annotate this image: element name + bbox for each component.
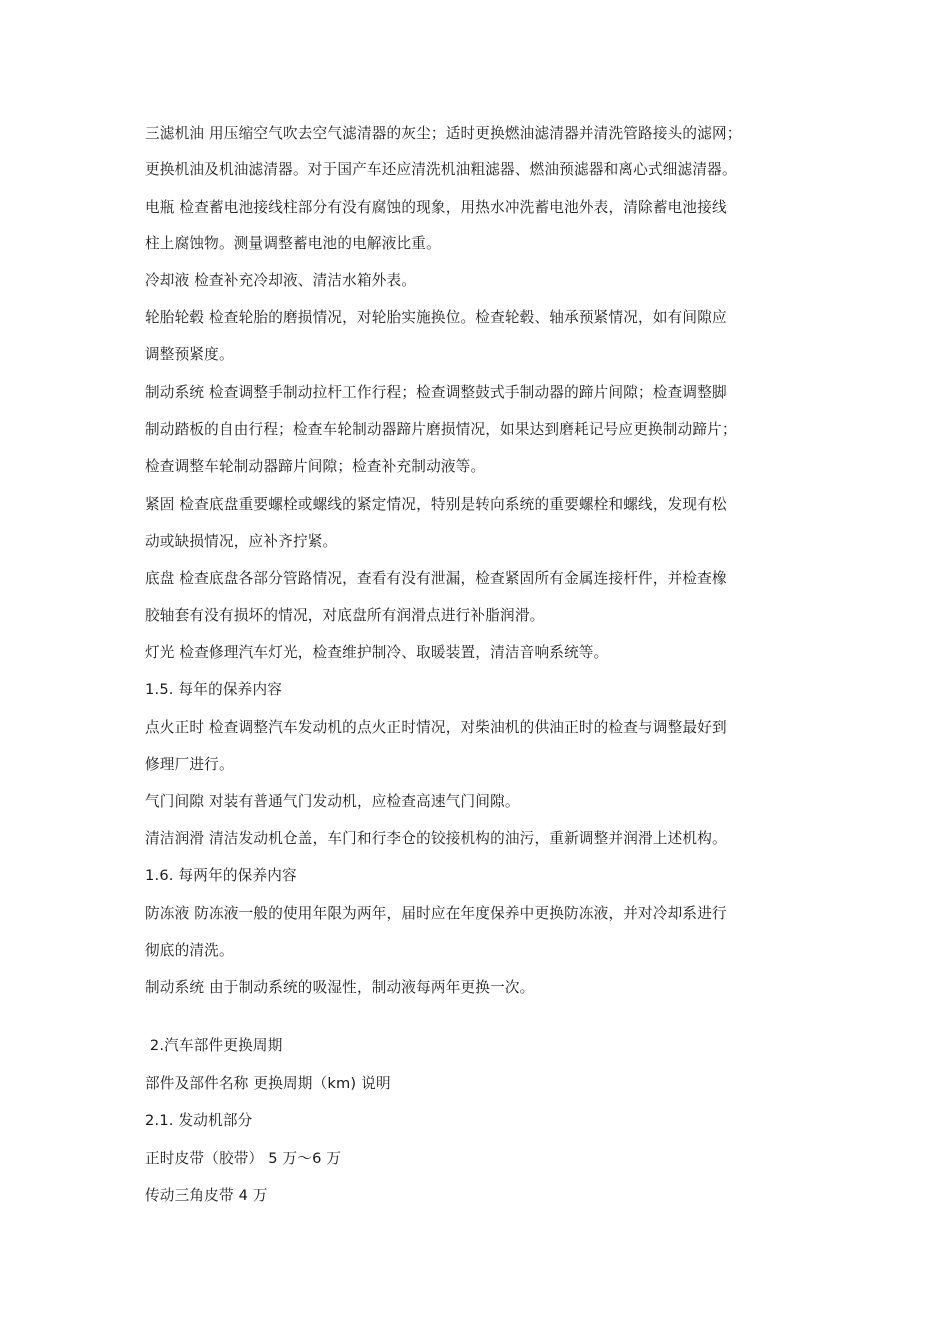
paragraph-line: 修理厂进行。	[145, 756, 234, 773]
paragraph-line: 传动三角皮带 4 万	[145, 1187, 268, 1204]
paragraph-line: 三滤机油 用压缩空气吹去空气滤清器的灰尘；适时更换燃油滤清器并清洗管路接头的滤网；	[145, 125, 742, 142]
paragraph-line: 制动系统 由于制动系统的吸湿性，制动液每两年更换一次。	[145, 979, 535, 996]
paragraph-line: 制动踏板的自由行程；检查车轮制动器蹄片磨损情况，如果达到磨耗记号应更换制动蹄片；	[145, 421, 737, 438]
paragraph-line: 冷却液 检查补充冷却液、清洁水箱外表。	[145, 272, 417, 289]
paragraph-line: 制动系统 检查调整手制动拉杆工作行程；检查调整鼓式手制动器的蹄片间隙；检查调整脚	[145, 384, 727, 401]
paragraph-line: 防冻液 防冻液一般的使用年限为两年，届时应在年度保养中更换防冻液，并对冷却系进行	[145, 905, 727, 922]
paragraph-line: 电瓶 检查蓄电池接线柱部分有没有腐蚀的现象，用热水冲洗蓄电池外表，清除蓄电池接线	[145, 199, 727, 216]
paragraph-line: 气门间隙 对装有普通气门发动机，应检查高速气门间隙。	[145, 793, 520, 810]
paragraph-line: 灯光 检查修理汽车灯光，检查维护制冷、取暖装置，清洁音响系统等。	[145, 644, 609, 661]
paragraph-line: 轮胎轮毂 检查轮胎的磨损情况，对轮胎实施换位。检查轮毂、轴承预紧情况，如有间隙应	[145, 309, 727, 326]
paragraph-line: 动或缺损情况，应补齐拧紧。	[145, 533, 338, 550]
paragraph-line: 更换机油及机油滤清器。对于国产车还应清洗机油粗滤器、燃油预滤器和离心式细滤清器。	[145, 161, 737, 178]
section-heading: 1.6. 每两年的保养内容	[145, 867, 297, 884]
paragraph-line: 检查调整车轮制动器蹄片间隙；检查补充制动液等。	[145, 458, 486, 475]
paragraph-line: 柱上腐蚀物。测量调整蓄电池的电解液比重。	[145, 235, 441, 252]
paragraph-line: 清洁润滑 清洁发动机仓盖，车门和行李仓的铰接机构的油污，重新调整并润滑上述机构。	[145, 830, 727, 847]
paragraph-line: 点火正时 检查调整汽车发动机的点火正时情况，对柴油机的供油正时的检查与调整最好到	[145, 719, 727, 736]
paragraph-line: 胶轴套有没有损坏的情况，对底盘所有润滑点进行补脂润滑。	[145, 607, 545, 624]
table-header-line: 部件及部件名称 更换周期（km) 说明	[145, 1075, 391, 1092]
paragraph-line: 彻底的清洗。	[145, 942, 234, 959]
paragraph-line: 正时皮带（胶带） 5 万～6 万	[145, 1150, 342, 1167]
section-heading: 2.1. 发动机部分	[145, 1112, 253, 1129]
chapter-heading: 2.汽车部件更换周期	[145, 1037, 283, 1054]
paragraph-line: 底盘 检查底盘各部分管路情况，查看有没有泄漏，检查紧固所有金属连接杆件，并检查橡	[145, 570, 727, 587]
paragraph-line: 紧固 检查底盘重要螺栓或螺线的紧定情况，特别是转向系统的重要螺栓和螺线，发现有松	[145, 496, 727, 513]
section-heading: 1.5. 每年的保养内容	[145, 681, 283, 698]
paragraph-line: 调整预紧度。	[145, 346, 234, 363]
